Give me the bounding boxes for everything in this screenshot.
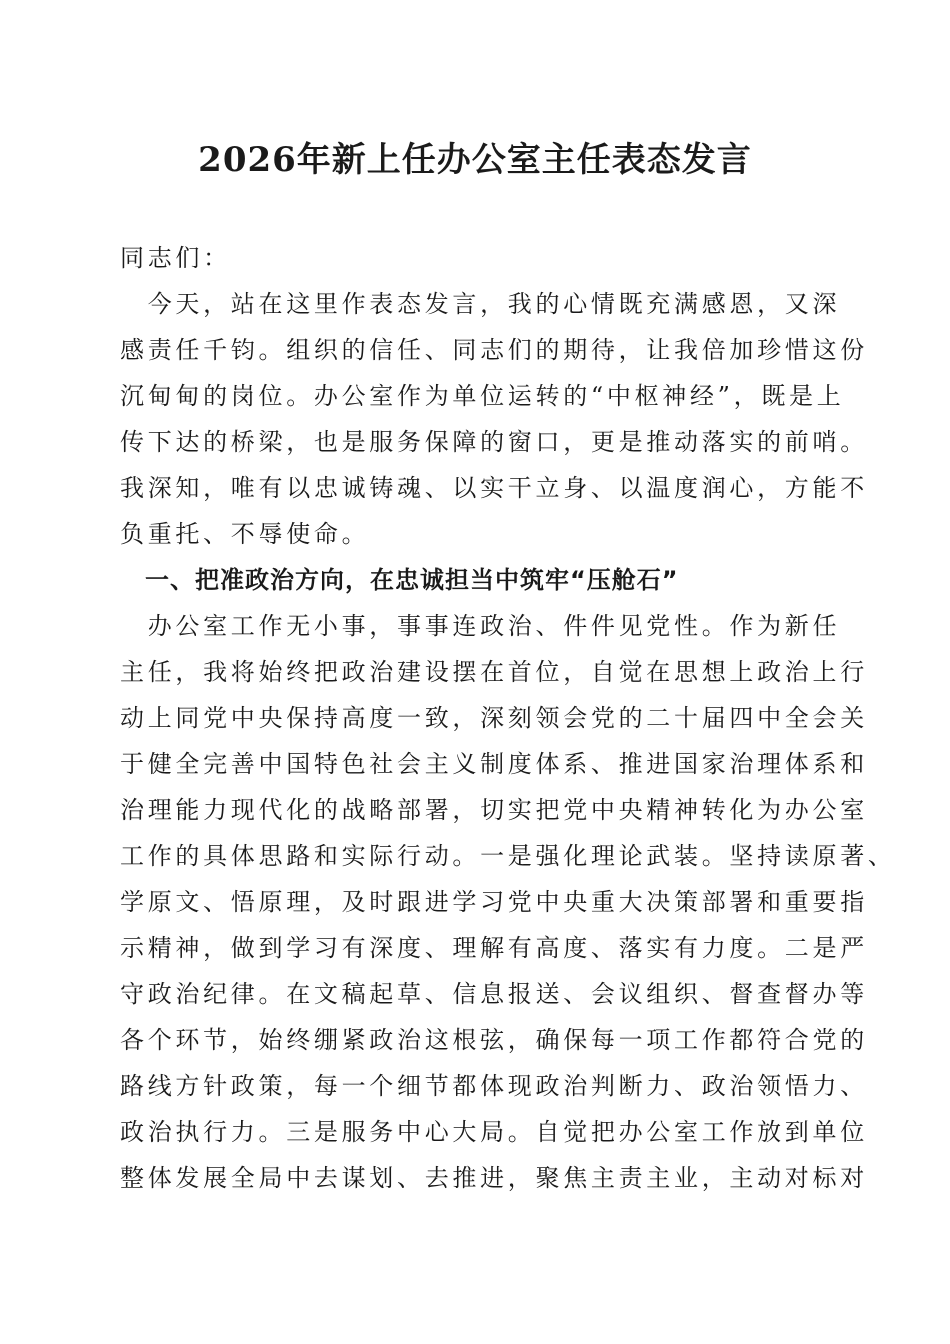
document-title: 2026年新上任办公室主任表态发言 bbox=[198, 140, 752, 180]
paragraph-line: 工作的具体思路和实际行动。一是强化理论武装。坚持读原著、 bbox=[120, 842, 896, 870]
paragraph-line: 传下达的桥梁，也是服务保障的窗口，更是推动落实的前哨。 bbox=[120, 428, 868, 456]
paragraph-line: 感责任千钧。组织的信任、同志们的期待，让我倍加珍惜这份 bbox=[120, 336, 868, 364]
paragraph-line: 学原文、悟原理，及时跟进学习党中央重大决策部署和重要指 bbox=[120, 888, 868, 916]
paragraph-line: 于健全完善中国特色社会主义制度体系、推进国家治理体系和 bbox=[120, 750, 868, 778]
paragraph-line: 办公室工作无小事，事事连政治、件件见党性。作为新任 bbox=[120, 612, 841, 640]
paragraph-line: 整体发展全局中去谋划、去推进，聚焦主责主业，主动对标对 bbox=[120, 1164, 868, 1192]
paragraph-line: 守政治纪律。在文稿起草、信息报送、会议组织、督查督办等 bbox=[120, 980, 868, 1008]
paragraph-line: 示精神，做到学习有深度、理解有高度、落实有力度。二是严 bbox=[120, 934, 868, 962]
paragraph-line: 我深知，唯有以忠诚铸魂、以实干立身、以温度润心，方能不 bbox=[120, 474, 868, 502]
paragraph-line: 负重托、不辱使命。 bbox=[120, 520, 370, 548]
salutation: 同志们： bbox=[120, 244, 231, 272]
paragraph-line: 主任，我将始终把政治建设摆在首位，自觉在思想上政治上行 bbox=[120, 658, 868, 686]
paragraph-line: 今天，站在这里作表态发言，我的心情既充满感恩，又深 bbox=[120, 290, 841, 318]
paragraph-line: 路线方针政策，每一个细节都体现政治判断力、政治领悟力、 bbox=[120, 1072, 868, 1100]
paragraph-line: 政治执行力。三是服务中心大局。自觉把办公室工作放到单位 bbox=[120, 1118, 868, 1146]
paragraph-line: 动上同党中央保持高度一致，深刻领会党的二十届四中全会关 bbox=[120, 704, 868, 732]
paragraph-line: 各个环节，始终绷紧政治这根弦，确保每一项工作都符合党的 bbox=[120, 1026, 868, 1054]
section-heading: 一、把准政治方向，在忠诚担当中筑牢“压舱石” bbox=[120, 566, 679, 594]
paragraph-line: 治理能力现代化的战略部署，切实把党中央精神转化为办公室 bbox=[120, 796, 868, 824]
paragraph-line: 沉甸甸的岗位。办公室作为单位运转的“中枢神经”，既是上 bbox=[120, 382, 845, 410]
